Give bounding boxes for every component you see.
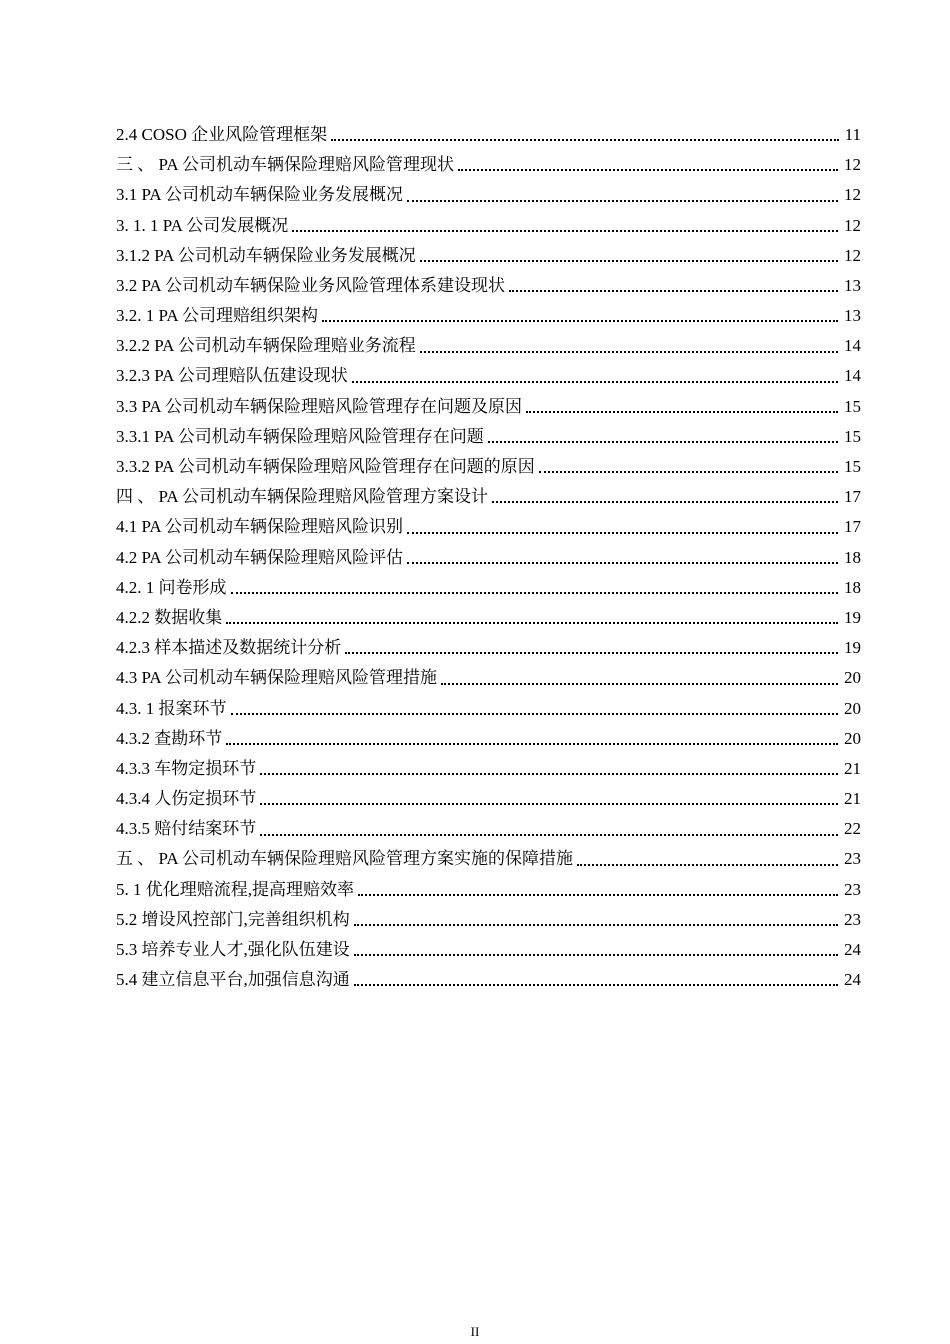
toc-entry[interactable]	[116, 512, 861, 542]
toc-entry[interactable]	[116, 573, 861, 603]
toc-leader-dots	[352, 381, 838, 383]
toc-entry-page: 20	[844, 728, 861, 748]
toc-entry-title: 四 、 PA 公司机动车辆保险理赔风险管理方案设计	[116, 487, 488, 507]
toc-leader-dots	[260, 803, 838, 805]
toc-entry[interactable]	[116, 211, 861, 241]
toc-entry-page: 22	[844, 819, 861, 839]
toc-entry[interactable]	[116, 120, 861, 150]
toc-entry[interactable]	[116, 241, 861, 271]
toc-entry-page: 15	[844, 396, 861, 416]
page-number: II	[470, 1324, 480, 1339]
toc-entry-page: 15	[844, 457, 861, 477]
toc-entry-page: 13	[844, 306, 861, 326]
toc-entry-page: 12	[844, 245, 861, 265]
toc-leader-dots	[358, 894, 838, 896]
toc-leader-dots	[345, 652, 838, 654]
toc-leader-dots	[526, 411, 838, 413]
toc-entry[interactable]	[116, 754, 861, 784]
toc-entry[interactable]	[116, 724, 861, 754]
toc-entry[interactable]	[116, 633, 861, 663]
toc-entry-page: 21	[844, 789, 861, 809]
toc-entry-page: 11	[844, 124, 861, 144]
toc-entry[interactable]	[116, 543, 861, 573]
toc-leader-dots	[354, 954, 838, 956]
toc-entry-title: 4.3.2 查勘环节	[116, 728, 223, 748]
toc-entry-page: 20	[844, 698, 861, 718]
toc-entry-page: 17	[844, 517, 861, 537]
toc-entry-page: 12	[844, 185, 861, 205]
toc-entry-page: 19	[844, 607, 861, 627]
toc-entry-title: 4.3.3 车物定损环节	[116, 758, 257, 778]
toc-leader-dots	[231, 713, 839, 715]
toc-leader-dots	[441, 683, 838, 685]
toc-leader-dots	[420, 351, 838, 353]
toc-leader-dots	[577, 864, 838, 866]
toc-leader-dots	[292, 230, 838, 232]
toc-entry-page: 21	[844, 758, 861, 778]
toc-entry[interactable]	[116, 331, 861, 361]
toc-entry-title: 4.2. 1 问卷形成	[116, 577, 227, 597]
toc-entry-title: 4.2 PA 公司机动车辆保险理赔风险评估	[116, 547, 403, 567]
toc-leader-dots	[354, 984, 838, 986]
toc-entry-title: 4.3.5 赔付结案环节	[116, 819, 257, 839]
toc-entry[interactable]	[116, 362, 861, 392]
toc-entry-title: 4.3.4 人伤定损环节	[116, 789, 257, 809]
toc-entry-title: 3.1.2 PA 公司机动车辆保险业务发展概况	[116, 245, 416, 265]
toc-entry[interactable]	[116, 905, 861, 935]
toc-entry-page: 23	[844, 909, 861, 929]
toc-leader-dots	[322, 320, 838, 322]
toc-entry[interactable]	[116, 180, 861, 210]
toc-entry-title: 5.4 建立信息平台,加强信息沟通	[116, 970, 350, 990]
toc-entry[interactable]	[116, 150, 861, 180]
toc-entry-page: 19	[844, 638, 861, 658]
toc-entry-page: 12	[844, 155, 861, 175]
toc-entry-page: 14	[844, 336, 861, 356]
toc-leader-dots	[231, 592, 839, 594]
toc-leader-dots	[226, 622, 838, 624]
toc-entry-page: 14	[844, 366, 861, 386]
toc-leader-dots	[488, 441, 838, 443]
toc-entry[interactable]	[116, 935, 861, 965]
toc-entry-title: 5.3 培养专业人才,强化队伍建设	[116, 940, 350, 960]
toc-leader-dots	[458, 169, 838, 171]
toc-entry-title: 3.3 PA 公司机动车辆保险理赔风险管理存在问题及原因	[116, 396, 522, 416]
toc-entry-page: 15	[844, 426, 861, 446]
toc-entry[interactable]	[116, 694, 861, 724]
toc-entry[interactable]	[116, 301, 861, 331]
toc-entry-page: 23	[844, 879, 861, 899]
toc-entry[interactable]	[116, 452, 861, 482]
toc-entry[interactable]	[116, 422, 861, 452]
toc-leader-dots	[226, 743, 838, 745]
toc-entry-title: 3.2. 1 PA 公司理赔组织架构	[116, 306, 318, 326]
toc-leader-dots	[407, 200, 838, 202]
toc-entry[interactable]	[116, 814, 861, 844]
toc-leader-dots	[492, 501, 838, 503]
toc-entry[interactable]	[116, 271, 861, 301]
toc-entry-page: 13	[844, 275, 861, 295]
toc-entry-title: 4.2.3 样本描述及数据统计分析	[116, 638, 342, 658]
toc-entry-page: 18	[844, 577, 861, 597]
toc-entry[interactable]	[116, 845, 861, 875]
toc-entry-page: 12	[844, 215, 861, 235]
toc-entry-title: 5. 1 优化理赔流程,提高理赔效率	[116, 879, 354, 899]
toc-entry-title: 3.3.1 PA 公司机动车辆保险理赔风险管理存在问题	[116, 426, 484, 446]
toc-entry-title: 3.2.3 PA 公司理赔队伍建设现状	[116, 366, 348, 386]
toc-leader-dots	[420, 260, 838, 262]
toc-entry[interactable]	[116, 965, 861, 995]
toc-entry-title: 3. 1. 1 PA 公司发展概况	[116, 215, 289, 235]
toc-entry[interactable]	[116, 603, 861, 633]
toc-leader-dots	[331, 139, 839, 141]
toc-entry-title: 2.4 COSO 企业风险管理框架	[116, 124, 328, 144]
toc-leader-dots	[260, 773, 838, 775]
table-of-contents	[116, 120, 861, 995]
toc-entry[interactable]	[116, 392, 861, 422]
toc-entry-title: 3.2.2 PA 公司机动车辆保险理赔业务流程	[116, 336, 416, 356]
toc-entry-page: 23	[844, 849, 861, 869]
toc-leader-dots	[509, 290, 838, 292]
toc-entry-title: 3.1 PA 公司机动车辆保险业务发展概况	[116, 185, 403, 205]
toc-entry[interactable]	[116, 784, 861, 814]
toc-leader-dots	[407, 562, 838, 564]
toc-entry-page: 18	[844, 547, 861, 567]
toc-entry-title: 三 、 PA 公司机动车辆保险理赔风险管理现状	[116, 155, 454, 175]
toc-entry[interactable]	[116, 875, 861, 905]
toc-entry[interactable]	[116, 482, 861, 512]
toc-leader-dots	[260, 834, 838, 836]
toc-entry-title: 4.2.2 数据收集	[116, 607, 223, 627]
toc-entry-title: 五 、 PA 公司机动车辆保险理赔风险管理方案实施的保障措施	[116, 849, 573, 869]
toc-entry-title: 4.3. 1 报案环节	[116, 698, 227, 718]
toc-entry-page: 17	[844, 487, 861, 507]
toc-leader-dots	[354, 924, 838, 926]
toc-leader-dots	[539, 471, 838, 473]
toc-entry-title: 4.1 PA 公司机动车辆保险理赔风险识别	[116, 517, 403, 537]
toc-entry-title: 3.2 PA 公司机动车辆保险业务风险管理体系建设现状	[116, 275, 505, 295]
toc-leader-dots	[407, 532, 838, 534]
toc-entry-title: 4.3 PA 公司机动车辆保险理赔风险管理措施	[116, 668, 437, 688]
toc-entry-page: 24	[844, 970, 861, 990]
toc-entry-page: 24	[844, 940, 861, 960]
toc-entry-page: 20	[844, 668, 861, 688]
toc-entry-title: 3.3.2 PA 公司机动车辆保险理赔风险管理存在问题的原因	[116, 457, 535, 477]
toc-entry-title: 5.2 增设风控部门,完善组织机构	[116, 909, 350, 929]
toc-entry[interactable]	[116, 663, 861, 693]
